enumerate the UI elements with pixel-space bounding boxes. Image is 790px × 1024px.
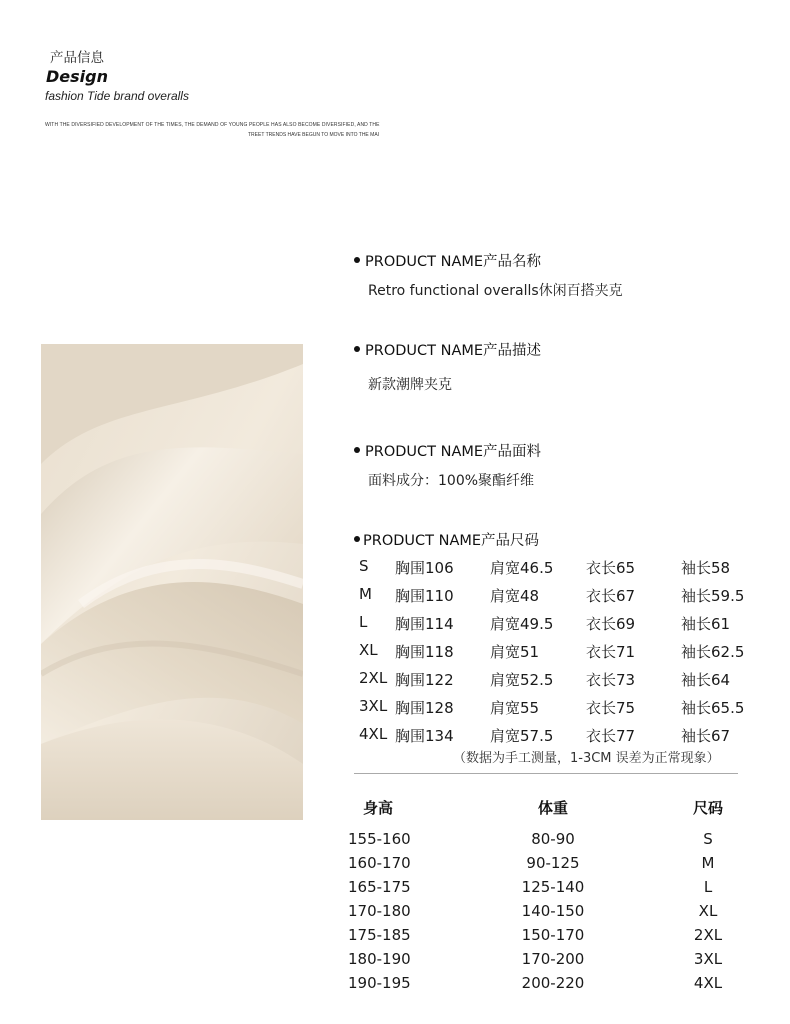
sleeve-value: 袖长59.5	[681, 587, 745, 605]
table-row	[348, 854, 728, 878]
size-label: S	[359, 557, 369, 575]
chest-value: 胸围114	[395, 615, 454, 633]
chest-value: 胸围122	[395, 671, 454, 689]
chest-value: 胸围118	[395, 643, 454, 661]
shoulder-value: 肩宽49.5	[490, 615, 554, 633]
weight-cell: 140-150	[521, 902, 585, 920]
table-row	[348, 878, 728, 902]
height-cell: 190-195	[348, 974, 411, 992]
section-title-cn: 产品信息	[50, 50, 104, 66]
product-desc-value: 新款潮牌夹克	[368, 377, 452, 393]
shoulder-value: 肩宽46.5	[490, 559, 554, 577]
size-row	[359, 613, 759, 639]
size-header: 尺码	[692, 799, 723, 817]
shoulder-value: 肩宽55	[490, 699, 540, 717]
weight-header: 体重	[537, 799, 568, 817]
size-cell: 2XL	[693, 926, 723, 944]
weight-cell: 170-200	[521, 950, 585, 968]
divider	[354, 773, 738, 774]
size-label: L	[359, 613, 368, 631]
tagline-line-1: WITH THE DIVERSIFIED DEVELOPMENT OF THE TIMES, THE DEMAND OF YOUNG PEOPLE HAS ALSO BECOME DIVERSIFIED, AND THE	[45, 122, 380, 128]
height-cell: 155-160	[348, 830, 411, 848]
table-row	[348, 974, 728, 998]
length-value: 衣长71	[586, 643, 636, 661]
weight-cell: 80-90	[531, 830, 575, 848]
table-row	[348, 902, 728, 926]
table-row	[348, 950, 728, 974]
design-subtitle: fashion Tide brand overalls	[45, 89, 189, 103]
length-value: 衣长65	[586, 559, 636, 577]
chest-value: 胸围128	[395, 699, 454, 717]
shoulder-value: 肩宽52.5	[490, 671, 554, 689]
height-cell: 160-170	[348, 854, 411, 872]
chest-value: 胸围134	[395, 727, 454, 745]
height-cell: 170-180	[348, 902, 411, 920]
measurement-note: （数据为手工测量，1-3CM 误差为正常现象）	[453, 751, 720, 766]
size-row	[359, 585, 759, 611]
weight-cell: 90-125	[526, 854, 580, 872]
height-cell: 165-175	[348, 878, 411, 896]
sleeve-value: 袖长58	[681, 559, 731, 577]
length-value: 衣长75	[586, 699, 636, 717]
height-cell: 175-185	[348, 926, 411, 944]
tagline-line-2: TREET TRENDS HAVE BEGUN TO MOVE INTO THE MAI	[248, 132, 380, 138]
table-row	[348, 926, 728, 950]
product-fabric-heading	[354, 440, 541, 461]
product-fabric-title: PRODUCT NAME产品面料	[365, 444, 542, 460]
length-value: 衣长73	[586, 671, 636, 689]
size-cell: XL	[698, 902, 718, 920]
design-heading: Design	[46, 67, 108, 86]
height-cell: 180-190	[348, 950, 411, 968]
chest-value: 胸围110	[395, 587, 454, 605]
product-fabric-value: 面料成分：100%聚酯纤维	[368, 473, 535, 489]
size-cell: 3XL	[693, 950, 723, 968]
shoulder-value: 肩宽51	[490, 643, 540, 661]
sleeve-value: 袖长62.5	[681, 643, 745, 661]
sleeve-value: 袖长67	[681, 727, 731, 745]
size-cell: L	[703, 878, 713, 896]
sleeve-value: 袖长65.5	[681, 699, 745, 717]
size-label: 2XL	[359, 669, 388, 687]
weight-cell: 200-220	[521, 974, 585, 992]
size-row	[359, 697, 759, 723]
product-size-heading	[354, 529, 539, 550]
product-desc-heading	[354, 339, 541, 360]
weight-cell: 125-140	[521, 878, 585, 896]
product-size-title: PRODUCT NAME产品尺码	[363, 533, 540, 549]
sleeve-value: 袖长61	[681, 615, 731, 633]
size-row	[359, 641, 759, 667]
shoulder-value: 肩宽57.5	[490, 727, 554, 745]
weight-cell: 150-170	[521, 926, 585, 944]
size-label: M	[359, 585, 372, 603]
bullet-dot	[354, 257, 360, 263]
size-cell: S	[703, 830, 713, 848]
product-desc-title: PRODUCT NAME产品描述	[365, 343, 542, 359]
fabric-image	[41, 344, 303, 820]
size-row	[359, 557, 759, 583]
sleeve-value: 袖长64	[681, 671, 731, 689]
bullet-dot	[354, 346, 360, 352]
product-name-title: PRODUCT NAME产品名称	[365, 254, 542, 270]
size-row	[359, 669, 759, 695]
size-label: 4XL	[359, 725, 388, 743]
shoulder-value: 肩宽48	[490, 587, 540, 605]
chest-value: 胸围106	[395, 559, 454, 577]
size-label: XL	[359, 641, 378, 659]
length-value: 衣长77	[586, 727, 636, 745]
product-name-value: Retro functional overalls休闲百搭夹克	[368, 283, 623, 299]
length-value: 衣长69	[586, 615, 636, 633]
product-name-heading	[354, 250, 541, 271]
size-cell: M	[701, 854, 715, 872]
table-row	[348, 830, 728, 854]
bullet-dot	[354, 447, 360, 453]
length-value: 衣长67	[586, 587, 636, 605]
size-cell: 4XL	[693, 974, 723, 992]
height-header: 身高	[362, 799, 393, 817]
size-label: 3XL	[359, 697, 388, 715]
bullet-dot	[354, 536, 360, 542]
